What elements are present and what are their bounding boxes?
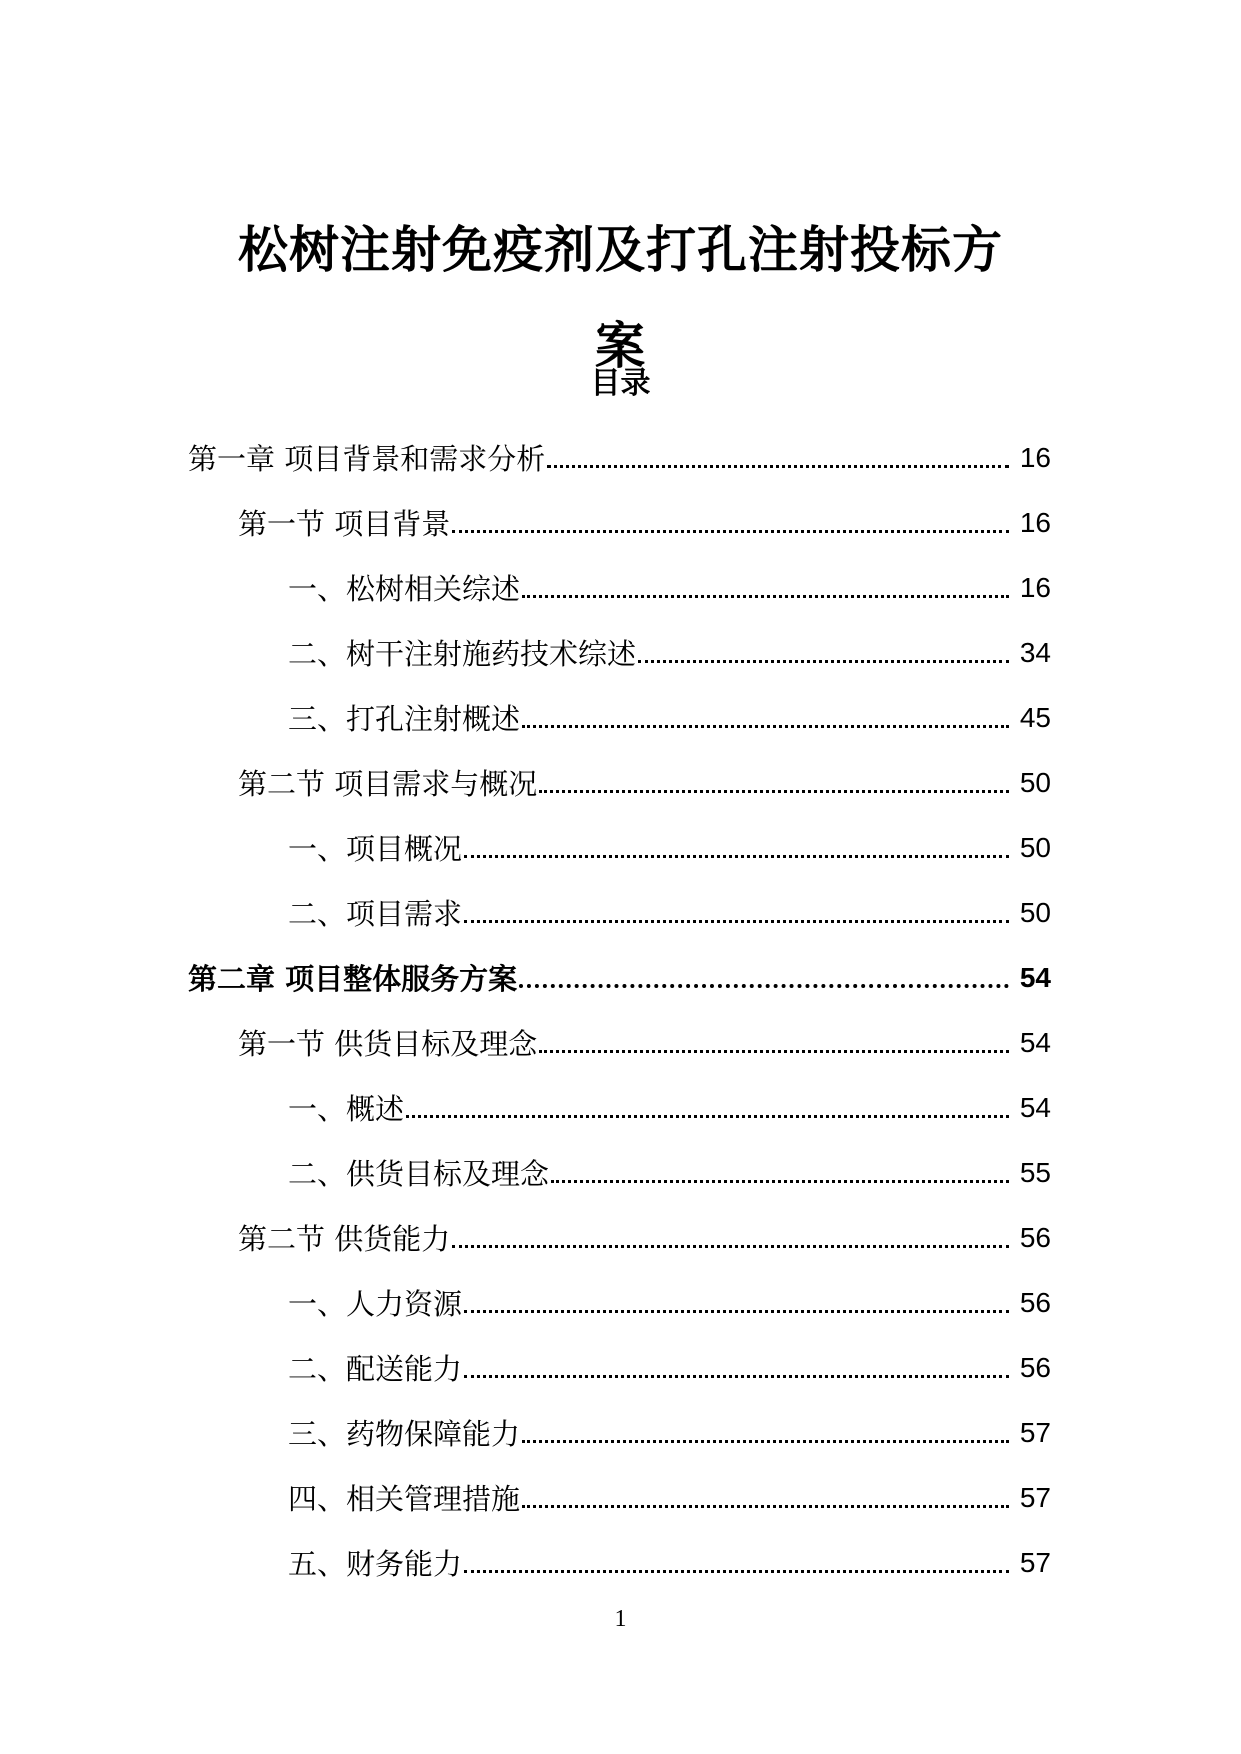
toc-entry-page: 56 bbox=[1019, 1221, 1051, 1253]
toc-chapter-entry[interactable] bbox=[0, 425, 1241, 490]
toc-subsection-entry[interactable] bbox=[0, 1270, 1241, 1335]
toc-entry-page: 16 bbox=[1019, 506, 1051, 538]
toc-entry-page: 56 bbox=[1019, 1351, 1051, 1383]
toc-entry-label: 第一章 项目背景和需求分析 bbox=[188, 442, 546, 476]
toc-subsection-entry[interactable] bbox=[0, 1465, 1241, 1530]
toc-entry-label: 四、相关管理措施 bbox=[288, 1482, 521, 1516]
toc-subsection-entry[interactable] bbox=[0, 1075, 1241, 1140]
toc-section-entry[interactable] bbox=[0, 1205, 1241, 1270]
document-title-line-2: 案 bbox=[595, 316, 646, 375]
toc-subsection-entry[interactable] bbox=[0, 1335, 1241, 1400]
toc-dot-leader bbox=[522, 725, 1009, 728]
toc-entry-page: 55 bbox=[1019, 1156, 1051, 1188]
toc-dot-leader bbox=[464, 1310, 1009, 1313]
toc-subsection-entry[interactable] bbox=[0, 880, 1241, 945]
toc-subsection-entry[interactable] bbox=[0, 1140, 1241, 1205]
toc-entry-page: 50 bbox=[1019, 896, 1051, 928]
toc-dot-leader bbox=[406, 1115, 1009, 1118]
toc-entry-page: 57 bbox=[1019, 1481, 1051, 1513]
toc-entry-page: 45 bbox=[1019, 701, 1051, 733]
toc-entry-label: 三、打孔注射概述 bbox=[288, 702, 521, 736]
toc-entry-label: 第二节 供货能力 bbox=[238, 1222, 451, 1256]
toc-entry-label: 五、财务能力 bbox=[288, 1547, 463, 1581]
document-title-line-1: 松树注射免疫剂及打孔注射投标方 bbox=[238, 220, 1003, 279]
toc-entry-label: 二、配送能力 bbox=[288, 1352, 463, 1386]
toc-entry-page: 54 bbox=[1019, 1026, 1051, 1058]
toc-dot-leader bbox=[464, 1570, 1009, 1573]
toc-entry-label: 一、概述 bbox=[288, 1092, 405, 1126]
toc-entry-page: 57 bbox=[1019, 1416, 1051, 1448]
toc-section-entry[interactable] bbox=[0, 750, 1241, 815]
toc-entry-page: 16 bbox=[1019, 571, 1051, 603]
toc-entry-label: 一、项目概况 bbox=[288, 832, 463, 866]
toc-subsection-entry[interactable] bbox=[0, 685, 1241, 750]
toc-chapter-entry[interactable] bbox=[0, 945, 1241, 1010]
toc-entry-label: 一、人力资源 bbox=[288, 1287, 463, 1321]
toc-dot-leader bbox=[464, 855, 1009, 858]
toc-heading: 目录 bbox=[590, 366, 651, 401]
toc-subsection-entry[interactable] bbox=[0, 620, 1241, 685]
toc-dot-leader bbox=[519, 984, 1009, 988]
toc-entry-label: 一、松树相关综述 bbox=[288, 572, 521, 606]
toc-entry-page: 54 bbox=[1019, 961, 1051, 993]
toc-entry-label: 二、供货目标及理念 bbox=[288, 1157, 550, 1191]
table-of-contents bbox=[0, 425, 1241, 1595]
toc-entry-label: 二、项目需求 bbox=[288, 897, 463, 931]
toc-entry-page: 54 bbox=[1019, 1091, 1051, 1123]
toc-dot-leader bbox=[539, 1050, 1009, 1053]
toc-dot-leader bbox=[522, 595, 1009, 598]
toc-dot-leader bbox=[464, 920, 1009, 923]
toc-entry-label: 第二章 项目整体服务方案 bbox=[188, 962, 518, 996]
toc-entry-page: 56 bbox=[1019, 1286, 1051, 1318]
toc-entry-label: 三、药物保障能力 bbox=[288, 1417, 521, 1451]
toc-dot-leader bbox=[547, 465, 1009, 468]
toc-entry-page: 16 bbox=[1019, 441, 1051, 473]
toc-entry-page: 50 bbox=[1019, 831, 1051, 863]
toc-entry-label: 二、树干注射施药技术综述 bbox=[288, 637, 637, 671]
toc-section-entry[interactable] bbox=[0, 490, 1241, 555]
toc-entry-page: 50 bbox=[1019, 766, 1051, 798]
toc-dot-leader bbox=[522, 1505, 1009, 1508]
toc-subsection-entry[interactable] bbox=[0, 815, 1241, 880]
toc-dot-leader bbox=[452, 1245, 1009, 1248]
toc-entry-label: 第二节 项目需求与概况 bbox=[238, 767, 538, 801]
toc-subsection-entry[interactable] bbox=[0, 555, 1241, 620]
toc-dot-leader bbox=[638, 660, 1009, 663]
toc-subsection-entry[interactable] bbox=[0, 1530, 1241, 1595]
toc-subsection-entry[interactable] bbox=[0, 1400, 1241, 1465]
toc-dot-leader bbox=[452, 530, 1009, 533]
toc-dot-leader bbox=[539, 790, 1009, 793]
page-number: 1 bbox=[614, 1606, 627, 1632]
toc-entry-page: 34 bbox=[1019, 636, 1051, 668]
toc-entry-label: 第一节 供货目标及理念 bbox=[238, 1027, 538, 1061]
toc-dot-leader bbox=[551, 1180, 1009, 1183]
toc-dot-leader bbox=[464, 1375, 1009, 1378]
toc-dot-leader bbox=[522, 1440, 1009, 1443]
toc-entry-page: 57 bbox=[1019, 1546, 1051, 1578]
toc-section-entry[interactable] bbox=[0, 1010, 1241, 1075]
toc-entry-label: 第一节 项目背景 bbox=[238, 507, 451, 541]
